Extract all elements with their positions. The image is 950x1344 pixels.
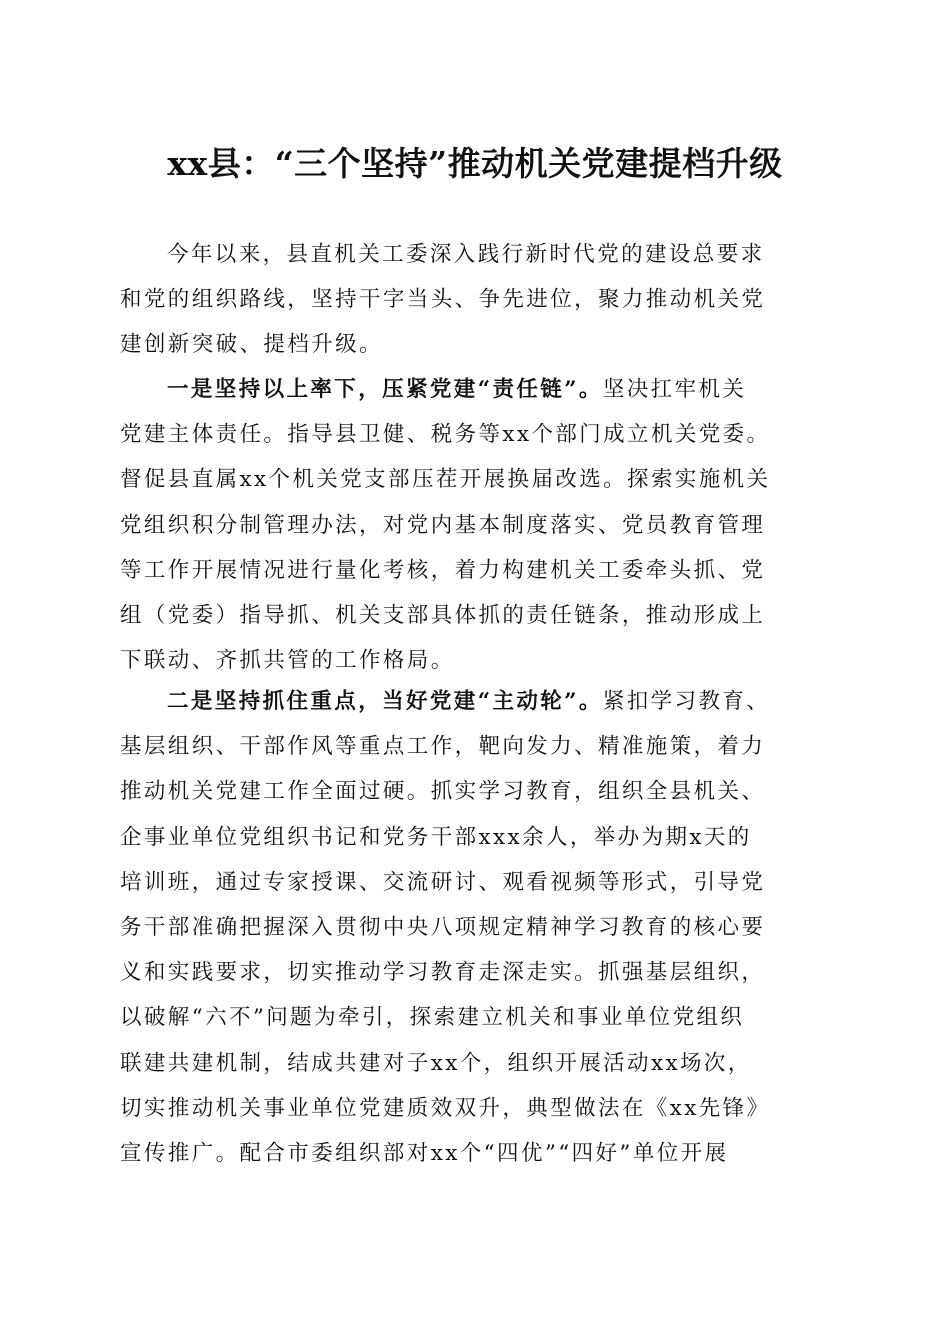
paragraph-line: 和党的组织路线，坚持干字当头、争先进位，聚力推动机关党 [120,287,766,313]
paragraph-intro [120,232,840,368]
paragraph-point-two [120,679,840,1176]
paragraph-first-line [120,679,840,724]
paragraph-line: 今年以来，县直机关工委深入践行新时代党的建设总要求 [167,242,765,267]
paragraph-line: 义和实践要求，切实推动学习教育走深走实。抓强基层组织， [120,960,766,986]
paragraph-line: 宣传推广。配合市委组织部对xx个“四优”“四好”单位开展 [120,1140,729,1166]
paragraph-line: 联建共建机制，结成共建对子xx个，组织开展活动xx场次， [120,1050,752,1076]
paragraph-line: 组（党委）指导抓、机关支部具体抓的责任链条，推动形成上 [120,602,766,628]
paragraph-line: 下联动、齐抓共管的工作格局。 [120,648,455,674]
paragraph-lead-heading: 二是坚持抓住重点，当好党建“主动轮”。 [167,689,603,714]
paragraph-first-line-text: 紧扣学习教育、 [602,689,771,714]
paragraph-lead-heading: 一是坚持以上率下，压紧党建“责任链”。 [167,377,603,402]
paragraph-line: 务干部准确把握深入贯彻中央八项规定精神学习教育的核心要 [120,914,766,940]
paragraph-line: 推动机关党建工作全面过硬。抓实学习教育，组织全县机关、 [120,779,766,805]
document-title: xx县：“三个坚持”推动机关党建提档升级 [167,144,783,183]
paragraph-line: 等工作开展情况进行量化考核，着力构建机关工委牵头抓、党 [120,557,766,583]
paragraph-line: 以破解“六不”问题为牵引，探索建立机关和事业单位党组织 [120,1005,745,1031]
paragraph-line: 督促县直属xx个机关党支部压茬开展换届改选。探索实施机关 [120,467,771,493]
paragraph-line: 党建主体责任。指导县卫健、税务等xx个部门成立机关党委。 [120,422,771,448]
paragraph-line: 培训班，通过专家授课、交流研讨、观看视频等形式，引导党 [120,869,766,895]
paragraph-first-line-text: 坚决扛牢机关 [602,377,747,402]
paragraph-line: 企事业单位党组织书记和党务干部xxx余人，举办为期x天的 [120,824,752,850]
paragraph-line: 切实推动机关事业单位党建质效双升，典型做法在《xx先锋》 [120,1095,771,1121]
paragraph-point-one [120,367,840,683]
paragraph-line: 党组织积分制管理办法，对党内基本制度落实、党员教育管理 [120,512,766,538]
paragraph-line: 建创新突破、提档升级。 [120,332,383,358]
paragraph-first-line [120,367,840,412]
paragraph-line: 基层组织、干部作风等重点工作，靶向发力、精准施策，着力 [120,734,766,760]
